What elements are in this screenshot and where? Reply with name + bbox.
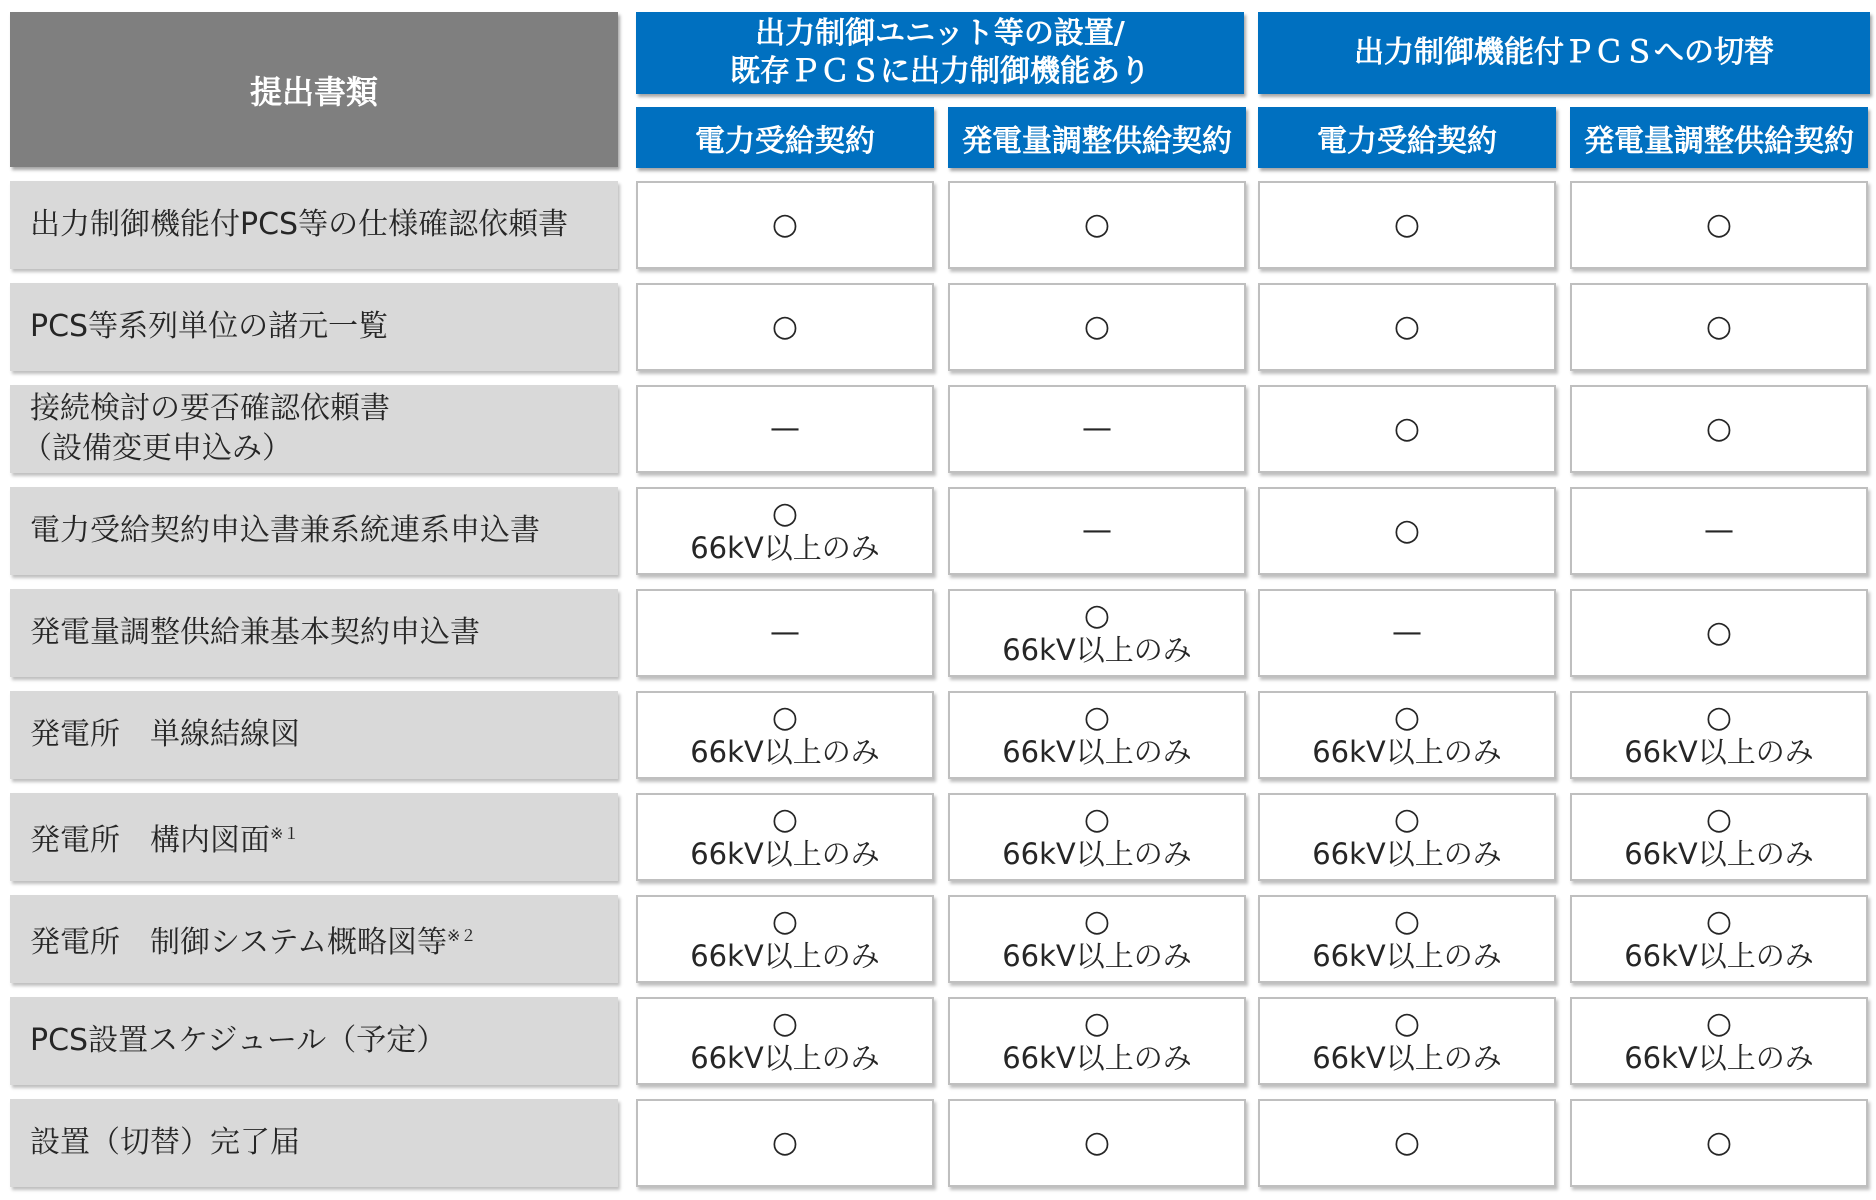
requirement-mark: ○ [771,1125,799,1160]
requirement-cell [1570,181,1868,269]
requirement-mark: — [1082,411,1112,446]
requirement-mark: ○ [1393,1125,1421,1160]
requirement-mark: ○ [1393,309,1421,344]
row-document-label [10,793,618,881]
row-document-label [10,895,618,983]
requirement-cell [1570,1099,1868,1187]
requirement-cell [1258,793,1556,881]
requirement-cell [948,487,1246,575]
requirement-note: 66kV以上のみ [1002,735,1192,769]
requirement-cell [636,691,934,779]
requirement-cell [636,589,934,677]
header-group-install-unit [636,12,1244,94]
row-document-label-line: 発電所 制御システム概略図等 [30,924,447,960]
header-sub-col-1-label: 電力受給契約 [695,123,875,159]
requirement-note: 66kV以上のみ [690,1041,880,1075]
row-document-label [10,283,618,371]
row-document-label-line: 発電量調整供給兼基本契約申込書 [30,615,480,650]
row-document-label-wrap [30,916,476,963]
row-document-label-line: （設備変更申込み） [22,431,292,466]
requirement-note: 66kV以上のみ [1312,735,1502,769]
header-sub-col-3 [1258,107,1556,168]
requirement-mark: ○ [1083,904,1111,939]
requirement-note: 66kV以上のみ [1624,837,1814,871]
requirement-cell [1570,691,1868,779]
footnote-marker: ※２ [447,925,477,945]
requirement-mark: ○ [1083,309,1111,344]
row-document-label-line: 出力制御機能付PCS等の仕様確認依頼書 [30,207,569,242]
requirement-mark: ○ [1393,802,1421,837]
requirement-cell [636,997,934,1085]
requirement-cell [636,487,934,575]
requirement-mark: ○ [771,207,799,242]
requirement-mark: — [770,411,800,446]
header-group-install-line2: 既存ＰＣＳに出力制御機能あり [730,54,1150,89]
requirement-cell [1258,691,1556,779]
requirement-mark: ○ [1083,207,1111,242]
requirement-cell [948,691,1246,779]
requirement-cell [1258,181,1556,269]
row-document-label-line: PCS設置スケジュール（予定） [30,1023,447,1058]
requirement-note: 66kV以上のみ [1002,837,1192,871]
requirement-note: 66kV以上のみ [1002,633,1192,667]
requirement-mark: ○ [771,496,799,531]
header-document-label: 提出書類 [249,72,378,111]
requirement-mark: ○ [771,309,799,344]
requirement-mark: ○ [771,802,799,837]
requirement-cell [1258,283,1556,371]
requirement-mark: ○ [771,1006,799,1041]
header-group-switch-label: 出力制御機能付ＰＣＳへの切替 [1354,35,1774,70]
requirement-note: 66kV以上のみ [1312,1041,1502,1075]
requirement-cell [636,283,934,371]
requirement-note: 66kV以上のみ [690,837,880,871]
requirement-mark: — [1704,513,1734,548]
footnote-marker: ※１ [270,823,300,843]
requirement-cell [1570,997,1868,1085]
requirement-mark: ○ [1705,904,1733,939]
header-sub-col-4-label: 発電量調整供給契約 [1584,123,1854,159]
requirement-cell [636,385,934,473]
row-document-label-line: 発電所 構内図面 [30,822,270,858]
requirement-cell [1258,1099,1556,1187]
requirement-cell [636,181,934,269]
requirement-mark: ○ [1393,1006,1421,1041]
header-sub-col-4 [1570,107,1868,168]
requirement-cell [948,1099,1246,1187]
requirement-cell [1570,895,1868,983]
requirement-note: 66kV以上のみ [1624,1041,1814,1075]
requirement-mark: ○ [1705,802,1733,837]
requirement-mark: ○ [1393,207,1421,242]
requirement-mark: ○ [1393,700,1421,735]
row-document-label-line: 接続検討の要否確認依頼書 [30,391,390,426]
row-document-label [10,385,618,473]
requirement-cell [1258,589,1556,677]
requirement-mark: ○ [1083,1125,1111,1160]
requirement-mark: — [1082,513,1112,548]
requirement-cell [948,793,1246,881]
requirement-note: 66kV以上のみ [690,735,880,769]
header-sub-col-2 [948,107,1246,168]
requirement-cell [1570,283,1868,371]
requirement-cell [636,793,934,881]
requirement-mark: ○ [1083,700,1111,735]
requirement-note: 66kV以上のみ [1624,735,1814,769]
requirement-note: 66kV以上のみ [1312,837,1502,871]
row-document-label-line: 電力受給契約申込書兼系統連系申込書 [30,513,540,548]
requirement-mark: ○ [1393,904,1421,939]
requirement-cell [948,181,1246,269]
requirement-cell [948,385,1246,473]
requirement-mark: ○ [1705,1006,1733,1041]
requirement-note: 66kV以上のみ [690,531,880,565]
requirement-cell [948,589,1246,677]
row-document-label-line: 発電所 単線結線図 [30,717,300,752]
header-document-column [10,12,618,167]
row-document-label-wrap [30,814,299,861]
row-document-label-line: PCS等系列単位の諸元一覧 [30,309,389,344]
requirement-cell [948,997,1246,1085]
row-document-label [10,487,618,575]
requirement-mark: ○ [771,904,799,939]
row-document-label [10,997,618,1085]
requirement-cell [948,895,1246,983]
row-document-label [10,1099,618,1187]
header-group-install-line1: 出力制御ユニット等の設置/ [755,16,1125,51]
requirement-cell [1258,997,1556,1085]
requirement-mark: ○ [1705,700,1733,735]
requirement-cell [636,895,934,983]
requirement-cell [948,283,1246,371]
requirement-note: 66kV以上のみ [1002,939,1192,973]
row-document-label-line: 設置（切替）完了届 [30,1125,300,1160]
requirement-mark: ○ [1705,207,1733,242]
requirement-cell [1258,895,1556,983]
requirement-mark: ○ [1393,513,1421,548]
requirement-cell [1258,385,1556,473]
requirement-mark: ○ [1705,1125,1733,1160]
requirement-cell [1258,487,1556,575]
row-document-label [10,181,618,269]
requirement-note: 66kV以上のみ [1312,939,1502,973]
requirement-mark: ○ [1705,309,1733,344]
header-sub-col-1 [636,107,934,168]
requirement-mark: ○ [1083,1006,1111,1041]
requirement-cell [636,1099,934,1187]
requirement-mark: — [1392,615,1422,650]
requirement-mark: ○ [1083,598,1111,633]
header-sub-col-2-label: 発電量調整供給契約 [962,123,1232,159]
requirement-note: 66kV以上のみ [1002,1041,1192,1075]
requirement-mark: ○ [771,700,799,735]
requirement-cell [1570,385,1868,473]
requirement-mark: ○ [1083,802,1111,837]
requirement-cell [1570,487,1868,575]
requirement-cell [1570,793,1868,881]
requirement-note: 66kV以上のみ [1624,939,1814,973]
header-group-switch-pcs [1258,12,1870,94]
requirement-mark: ○ [1705,615,1733,650]
row-document-label [10,691,618,779]
header-sub-col-3-label: 電力受給契約 [1317,123,1497,159]
requirement-cell [1570,589,1868,677]
requirement-mark: — [770,615,800,650]
requirement-mark: ○ [1393,411,1421,446]
requirement-note: 66kV以上のみ [690,939,880,973]
requirement-mark: ○ [1705,411,1733,446]
row-document-label [10,589,618,677]
